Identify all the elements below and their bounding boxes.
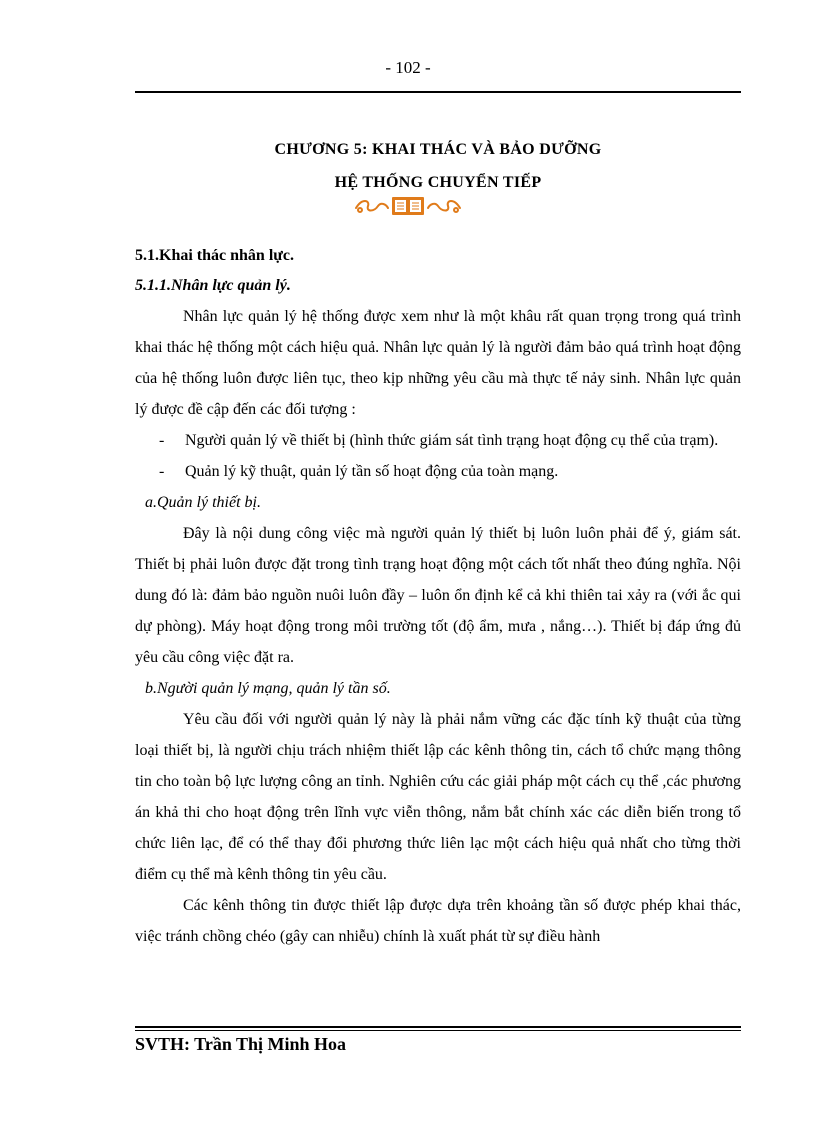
bullet-dash: - <box>159 432 165 449</box>
chapter-title <box>135 133 741 199</box>
page-number: - 102 - <box>385 58 431 77</box>
header-rule <box>135 91 741 93</box>
footer-author: SVTH: Trần Thị Minh Hoa <box>135 1034 347 1054</box>
subheading-a: a.Quản lý thiết bị. <box>145 494 261 511</box>
paragraph-4: Các kênh thông tin được thiết lập được dựa trên khoảng tần số được phép khai thác, việc tránh chồng chéo (gây can nhiễu) chính là xuất phát từ sự điều hành <box>135 897 741 945</box>
bullet-text-2: Quản lý kỹ thuật, quản lý tần số hoạt động của toàn mạng. <box>185 463 559 480</box>
book-ornament-icon <box>0 194 816 223</box>
footer-rule-thin <box>135 1030 741 1031</box>
list-item <box>135 456 741 487</box>
bullet-text-1: Người quản lý về thiết bị (hình thức giám sát tình trạng hoạt động cụ thể của trạm). <box>185 432 719 449</box>
chapter-title-line-1: CHƯƠNG 5: KHAI THÁC VÀ BẢO DƯỠNG <box>274 141 602 158</box>
subheading-b: b.Người quản lý mạng, quản lý tần số. <box>145 680 391 697</box>
subsection-heading: 5.1.1.Nhân lực quản lý. <box>135 277 291 294</box>
footer-rule <box>135 1026 741 1028</box>
chapter-title-line-2: HỆ THỐNG CHUYỂN TIẾP <box>334 174 542 191</box>
bullet-dash: - <box>159 463 165 480</box>
paragraph-1: Nhân lực quản lý hệ thống được xem như là một khâu rất quan trọng trong quá trình khai thác hệ thống một cách hiệu quả. Nhân lực quản lý là người đảm bảo quá trình hoạt động của hệ thống luôn được liên tục, theo kịp những yêu cầu mà thực tế nảy sinh. Nhân lực quản lý được đề cập đến các đối tượng : <box>135 308 741 418</box>
paragraph-3: Yêu cầu đối với người quản lý này là phải nắm vững các đặc tính kỹ thuật của từng loại thiết bị, là người chịu trách nhiệm thiết lập các kênh thông tin, cách tổ chức mạng thông tin cho toàn bộ lực lượng công an tỉnh. Nghiên cứu các giải pháp một cách cụ thể ,các phương án khả thi cho hoạt động trên lĩnh vực viễn thông, nắm bắt chính xác các diễn biến trong tổ chức liên lạc, để có thể thay đổi phương thức liên lạc một cách hiệu quả nhất cho từng thời điểm cụ thể mà kênh thông tin yêu cầu. <box>135 711 741 883</box>
document-body <box>135 241 741 952</box>
paragraph-2: Đây là nội dung công việc mà người quản lý thiết bị luôn luôn phải để ý, giám sát. Thiết bị phải luôn được đặt trong tình trạng hoạt động một cách tốt nhất theo đúng nghĩa. Nội dung đó là: đảm bảo nguồn nuôi luôn đầy – luôn ổn định kể cả khi thiên tai xảy ra (với ắc qui dự phòng). Máy hoạt động trong môi trường tốt (độ ẩm, mưa , nắng…). Thiết bị đáp ứng đủ yêu cầu công việc đặt ra. <box>135 525 741 666</box>
section-heading: 5.1.Khai thác nhân lực. <box>135 247 294 264</box>
list-item <box>135 425 741 456</box>
